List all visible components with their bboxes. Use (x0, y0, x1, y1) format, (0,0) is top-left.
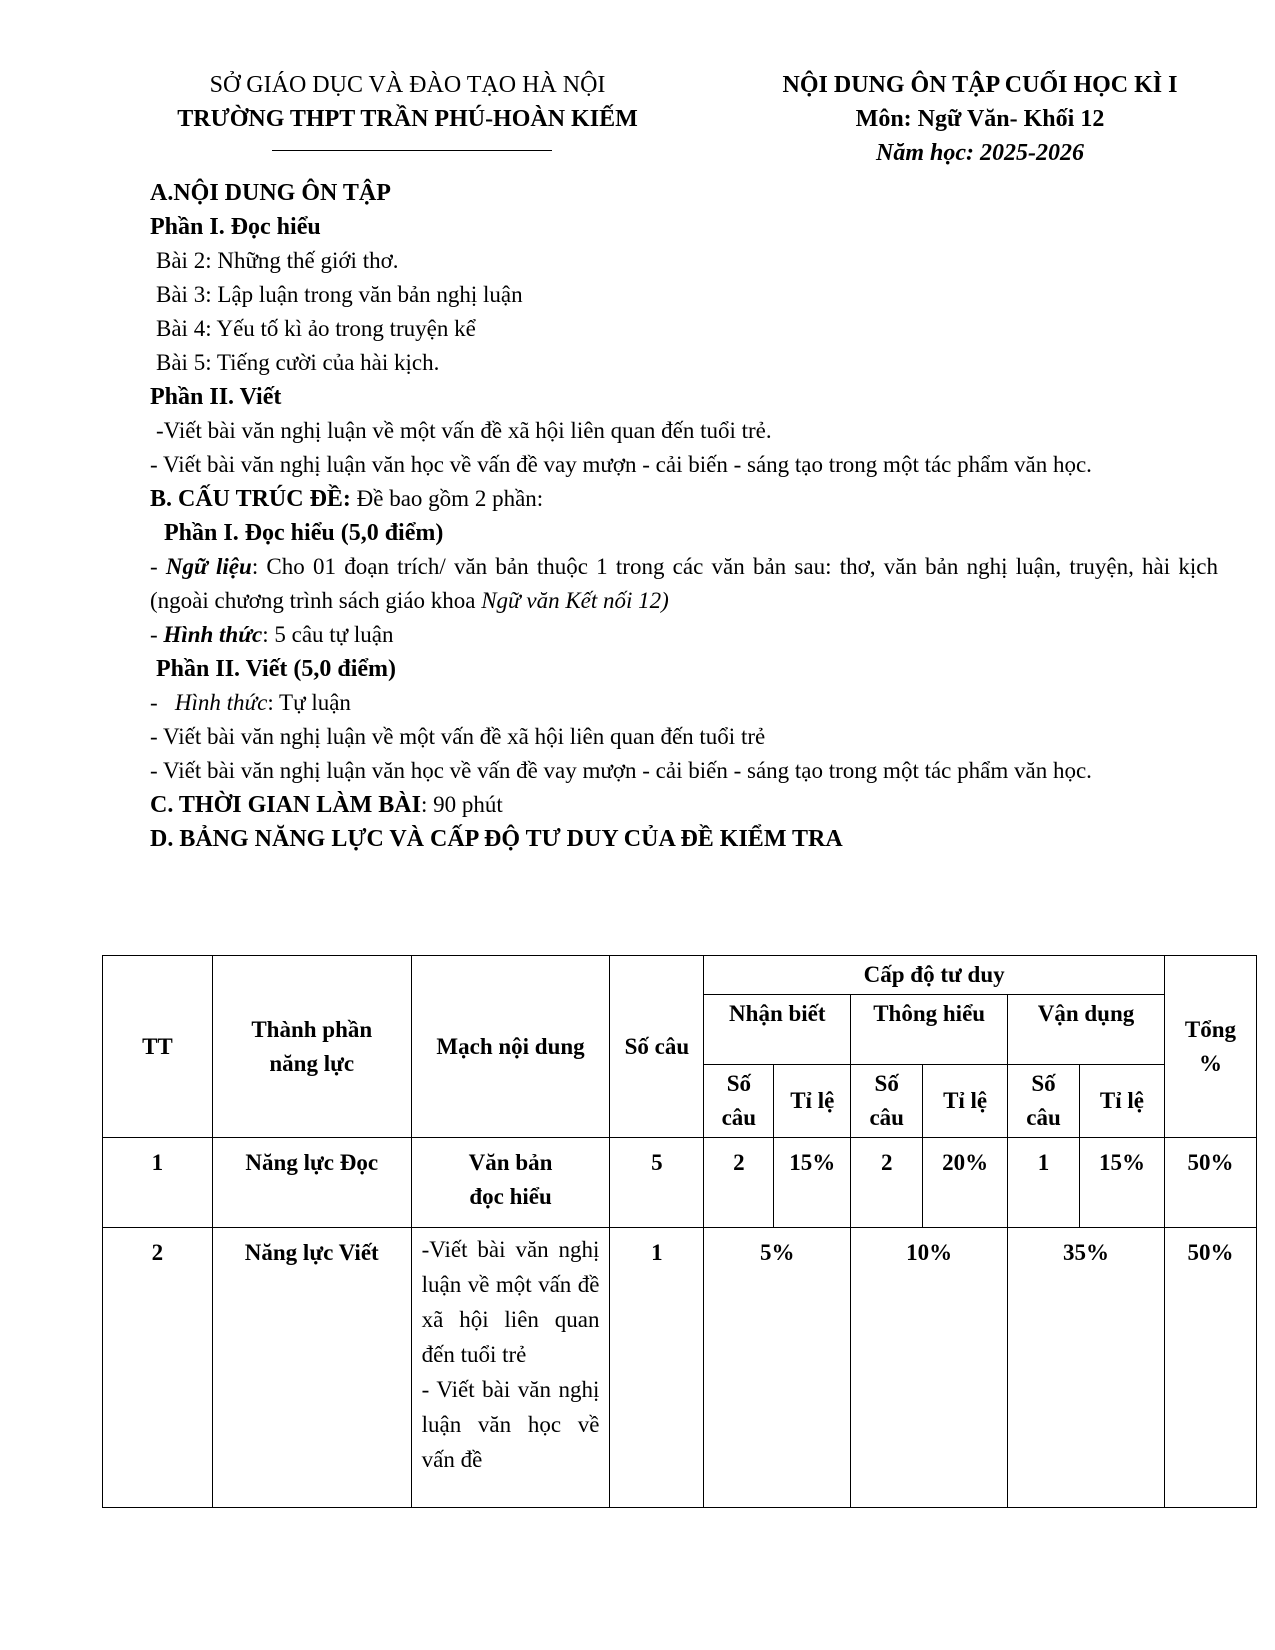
row-th-ratio: 10% (851, 1228, 1008, 1508)
header-underline (272, 150, 552, 151)
header-sub-count: Số câu (704, 1065, 774, 1138)
material-label: Ngữ liệu (165, 554, 252, 579)
row-tt: 1 (103, 1138, 213, 1228)
header-sub-ratio: Tỉ lệ (923, 1065, 1008, 1138)
section-d-title: D. BẢNG NĂNG LỰC VÀ CẤP ĐỘ TƯ DUY CỦA ĐỀ KIỂM TRA (150, 826, 843, 852)
part2-form-label: Hình thức (174, 690, 268, 715)
section-a-part2-title: Phần II. Viết (150, 384, 282, 410)
header-count: Số câu (610, 956, 704, 1138)
section-c-value: : 90 phút (420, 792, 503, 817)
section-a-title: A.NỘI DUNG ÔN TẬP (150, 180, 391, 206)
header-content: Mạch nội dung (411, 956, 610, 1138)
row-component: Năng lực Viết (212, 1228, 411, 1508)
section-c-title: C. THỜI GIAN LÀM BÀI (150, 792, 421, 818)
lesson-item: Bài 3: Lập luận trong văn bản nghị luận (156, 282, 523, 307)
header-apply: Vận dụng (1008, 995, 1165, 1065)
competency-table (102, 955, 1257, 1508)
row-component: Năng lực Đọc (212, 1138, 411, 1228)
part2-form-paragraph (150, 686, 1218, 720)
section-b-title: B. CẤU TRÚC ĐỀ: (150, 486, 351, 512)
row-content: -Viết bài văn nghị luận về một vấn đề xã hội liên quan đến tuổi trẻ - Viết bài văn nghị luận văn học về vấn đề (411, 1228, 610, 1508)
writing-item: - Viết bài văn nghị luận văn học về vấn đề vay mượn - cải biến - sáng tạo trong một tác phẩm văn học. (150, 452, 1092, 477)
row-nb-ratio: 15% (774, 1138, 851, 1228)
school-year: Năm học: 2025-2026 (876, 140, 1084, 166)
row-vd-ratio: 35% (1008, 1228, 1165, 1508)
document-body (150, 176, 1218, 856)
material-book: Ngữ văn Kết nối 12) (481, 588, 669, 613)
header-recognize: Nhận biết (704, 995, 851, 1065)
row-count: 5 (610, 1138, 704, 1228)
table-row (103, 1228, 1257, 1508)
header-total: Tổng % (1164, 956, 1256, 1138)
lesson-item: Bài 5: Tiếng cười của hài kịch. (156, 350, 440, 375)
writing-item: -Viết bài văn nghị luận về một vấn đề xã hội liên quan đến tuổi trẻ. (156, 418, 772, 443)
header-right (730, 68, 1230, 170)
material-paragraph (150, 550, 1218, 618)
row-content: Văn bản đọc hiểu (411, 1138, 610, 1228)
writing-item: - Viết bài văn nghị luận văn học về vấn đề vay mượn - cải biến - sáng tạo trong một tác phẩm văn học. (150, 758, 1092, 783)
section-b-title-rest: Đề bao gồm 2 phần: (350, 486, 544, 511)
row-vd-count: 1 (1008, 1138, 1080, 1228)
row-nb-count: 2 (704, 1138, 774, 1228)
material-prefix: - (150, 554, 166, 579)
header-component: Thành phần năng lực (212, 956, 411, 1138)
header-thinking-level: Cấp độ tư duy (704, 956, 1165, 995)
subject-line: Môn: Ngữ Văn- Khối 12 (855, 106, 1105, 132)
section-b-heading (150, 482, 1218, 516)
header-sub-count: Số câu (1008, 1065, 1080, 1138)
department-name: SỞ GIÁO DỤC VÀ ĐÀO TẠO HÀ NỘI (209, 72, 606, 98)
document-title: NỘI DUNG ÔN TẬP CUỐI HỌC KÌ I (782, 72, 1178, 98)
form-prefix: - (150, 622, 164, 647)
table-row (103, 1138, 1257, 1228)
row-total: 50% (1164, 1228, 1256, 1508)
header-left (140, 68, 675, 136)
part2-form-text: : Tự luận (267, 690, 351, 715)
row-count: 1 (610, 1228, 704, 1508)
section-b-part2-title: Phần II. Viết (5,0 điểm) (156, 656, 396, 682)
header-tt: TT (103, 956, 213, 1138)
row-vd-ratio: 15% (1080, 1138, 1165, 1228)
school-name: TRƯỜNG THPT TRẦN PHÚ-HOÀN KIẾM (177, 106, 638, 132)
row-tt: 2 (103, 1228, 213, 1508)
section-b-part1-title: Phần I. Đọc hiểu (5,0 điểm) (164, 520, 444, 546)
part2-form-prefix: - (150, 690, 175, 715)
row-total: 50% (1164, 1138, 1256, 1228)
lesson-item: Bài 4: Yếu tố kì ảo trong truyện kể (156, 316, 476, 341)
section-a-part1-title: Phần I. Đọc hiểu (150, 214, 321, 240)
row-th-ratio: 20% (923, 1138, 1008, 1228)
row-th-count: 2 (851, 1138, 923, 1228)
row-nb-ratio: 5% (704, 1228, 851, 1508)
material-text: : Cho 01 đoạn trích/ văn bản thuộc 1 trong các văn bản sau: thơ, văn bản nghị luận, truyện, hài kịch (ngoài chương trình sách giáo khoa (150, 554, 1218, 613)
header-sub-count: Số câu (851, 1065, 923, 1138)
writing-item: - Viết bài văn nghị luận về một vấn đề xã hội liên quan đến tuổi trẻ (150, 724, 766, 749)
header-understand: Thông hiểu (851, 995, 1008, 1065)
table-header-row (103, 956, 1257, 995)
section-c-line (150, 788, 1218, 822)
lesson-item: Bài 2: Những thế giới thơ. (156, 248, 399, 273)
form-paragraph (150, 618, 1218, 652)
form-label: Hình thức (163, 622, 263, 647)
header-sub-ratio: Tỉ lệ (774, 1065, 851, 1138)
header-sub-ratio: Tỉ lệ (1080, 1065, 1165, 1138)
form-text: : 5 câu tự luận (262, 622, 394, 647)
